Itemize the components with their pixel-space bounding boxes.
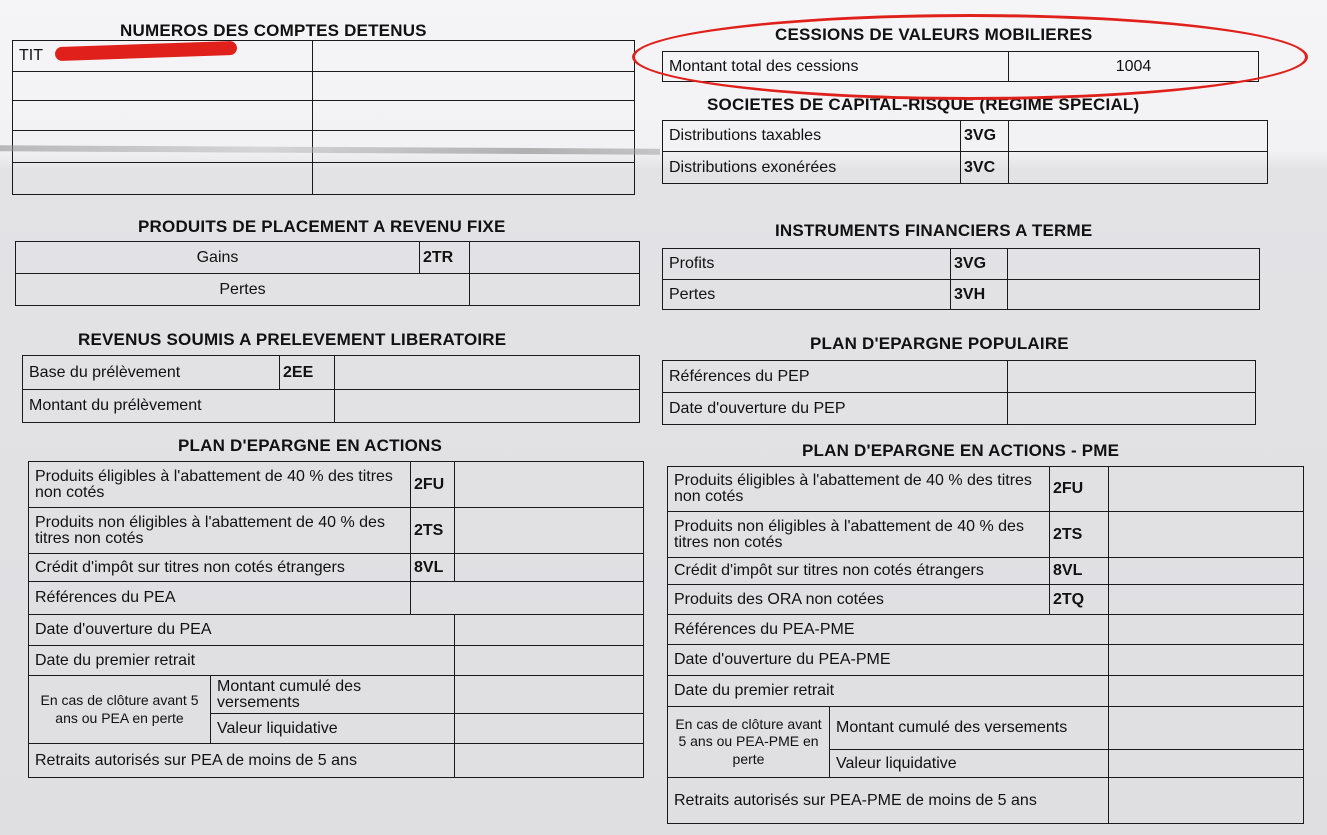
instruments-code: 3VG xyxy=(951,249,1008,280)
pea-pme-label: Produits éligibles à l'abattement de 40 % des titres non cotés xyxy=(668,467,1050,512)
pea-title: PLAN D'EPARGNE EN ACTIONS xyxy=(178,436,443,455)
pea-pme-label: Date du premier retrait xyxy=(668,676,1109,707)
pea-pme-label: Date d'ouverture du PEA-PME xyxy=(668,645,1109,676)
pea-value[interactable] xyxy=(455,676,644,714)
pea-pme-value[interactable] xyxy=(1109,615,1304,645)
pea-pme-table xyxy=(667,466,1304,824)
instruments-label: Pertes xyxy=(663,280,951,310)
instruments-code: 3VH xyxy=(951,280,1008,310)
instruments-table xyxy=(662,248,1260,310)
pea-retraits-label: Retraits autorisés sur PEA de moins de 5 ans xyxy=(29,744,455,778)
pea-value[interactable] xyxy=(455,714,644,744)
revenu-fixe-value[interactable] xyxy=(470,274,640,306)
revenu-fixe-value[interactable] xyxy=(470,242,640,274)
capital-risque-value[interactable] xyxy=(1009,152,1268,184)
pea-value[interactable] xyxy=(455,615,644,646)
capital-risque-code: 3VG xyxy=(961,121,1009,152)
pea-code: 2FU xyxy=(411,462,455,508)
pep-label: Références du PEP xyxy=(663,361,1008,393)
compte-cell-4[interactable] xyxy=(313,72,635,101)
pea-pme-cloture-label: En cas de clôture avant 5 ans ou PEA-PME en perte xyxy=(668,707,830,778)
pea-montant-label: Montant cumulé des versements xyxy=(211,676,455,714)
pea-value[interactable] xyxy=(455,462,644,508)
cessions-title: CESSIONS DE VALEURS MOBILIERES xyxy=(775,25,1093,44)
pea-value[interactable] xyxy=(455,554,644,582)
compte-cell-6[interactable] xyxy=(313,101,635,131)
pea-pme-montant-label: Montant cumulé des versements xyxy=(830,707,1109,750)
pea-pme-value[interactable] xyxy=(1109,645,1304,676)
pea-pme-title: PLAN D'EPARGNE EN ACTIONS - PME xyxy=(802,441,1120,460)
pea-cloture-label: En cas de clôture avant 5 ans ou PEA en perte xyxy=(29,676,211,744)
prelevement-code: 2EE xyxy=(280,356,335,390)
pea-pme-code: 2FU xyxy=(1050,467,1109,512)
pea-pme-value[interactable] xyxy=(1109,467,1304,512)
pea-pme-value[interactable] xyxy=(1109,778,1304,824)
capital-risque-label: Distributions exonérées xyxy=(663,152,961,184)
pep-value[interactable] xyxy=(1008,361,1256,393)
revenu-fixe-label: Gains xyxy=(16,242,420,274)
revenu-fixe-label: Pertes xyxy=(16,274,470,306)
pea-valeur-label: Valeur liquidative xyxy=(211,714,455,744)
pea-value[interactable] xyxy=(411,582,644,615)
pea-pme-value[interactable] xyxy=(1109,750,1304,778)
pea-pme-code: 8VL xyxy=(1050,558,1109,585)
instruments-value[interactable] xyxy=(1008,249,1260,280)
revenu-fixe-title: PRODUITS DE PLACEMENT A REVENU FIXE xyxy=(138,217,506,236)
prelevement-table xyxy=(22,355,640,423)
pep-label: Date d'ouverture du PEP xyxy=(663,393,1008,425)
pea-pme-value[interactable] xyxy=(1109,512,1304,558)
prelevement-value[interactable] xyxy=(335,390,640,423)
pea-pme-code: 2TS xyxy=(1050,512,1109,558)
compte-cell-2[interactable] xyxy=(313,41,635,72)
compte-cell-3[interactable] xyxy=(13,72,313,101)
prelevement-title: REVENUS SOUMIS A PRELEVEMENT LIBERATOIRE xyxy=(78,330,507,349)
pea-label: Produits éligibles à l'abattement de 40 % des titres non cotés xyxy=(29,462,411,508)
pea-label: Date du premier retrait xyxy=(29,646,455,676)
capital-risque-value[interactable] xyxy=(1009,121,1268,152)
capital-risque-table xyxy=(662,120,1268,184)
pea-code: 2TS xyxy=(411,508,455,554)
pea-pme-label: Références du PEA-PME xyxy=(668,615,1109,645)
pea-pme-label: Produits non éligibles à l'abattement de 40 % des titres non cotés xyxy=(668,512,1050,558)
comptes-table xyxy=(12,40,635,195)
prelevement-label: Base du prélèvement xyxy=(23,356,280,390)
compte-cell-1[interactable]: TIT xyxy=(13,41,313,72)
pea-value[interactable] xyxy=(455,646,644,676)
instruments-label: Profits xyxy=(663,249,951,280)
pea-label: Crédit d'impôt sur titres non cotés étrangers xyxy=(29,554,411,582)
compte-cell-9[interactable] xyxy=(13,163,313,195)
pea-pme-valeur-label: Valeur liquidative xyxy=(830,750,1109,778)
cessions-table xyxy=(662,51,1259,82)
pea-table xyxy=(28,461,644,778)
pea-label: Références du PEA xyxy=(29,582,411,615)
capital-risque-label: Distributions taxables xyxy=(663,121,961,152)
capital-risque-title: SOCIETES DE CAPITAL-RISQUE (REGIME SPECIAL) xyxy=(707,95,1140,114)
pea-pme-value[interactable] xyxy=(1109,558,1304,585)
pea-pme-value[interactable] xyxy=(1109,585,1304,615)
comptes-title: NUMEROS DES COMPTES DETENUS xyxy=(120,21,427,40)
pea-pme-retraits-label: Retraits autorisés sur PEA-PME de moins de 5 ans xyxy=(668,778,1109,824)
cessions-value[interactable]: 1004 xyxy=(1009,52,1259,82)
cessions-label: Montant total des cessions xyxy=(663,52,1009,82)
instruments-value[interactable] xyxy=(1008,280,1260,310)
pea-pme-label: Crédit d'impôt sur titres non cotés étrangers xyxy=(668,558,1050,585)
revenu-fixe-code: 2TR xyxy=(420,242,470,274)
pea-pme-value[interactable] xyxy=(1109,676,1304,707)
pea-pme-value[interactable] xyxy=(1109,707,1304,750)
pea-value[interactable] xyxy=(455,744,644,778)
pea-code: 8VL xyxy=(411,554,455,582)
pep-value[interactable] xyxy=(1008,393,1256,425)
pea-pme-label: Produits des ORA non cotées xyxy=(668,585,1050,615)
instruments-title: INSTRUMENTS FINANCIERS A TERME xyxy=(775,221,1093,240)
prelevement-value[interactable] xyxy=(335,356,640,390)
capital-risque-code: 3VC xyxy=(961,152,1009,184)
pea-value[interactable] xyxy=(455,508,644,554)
compte-cell-10[interactable] xyxy=(313,163,635,195)
revenu-fixe-table xyxy=(15,241,640,306)
pep-title: PLAN D'EPARGNE POPULAIRE xyxy=(810,334,1069,353)
compte-cell-5[interactable] xyxy=(13,101,313,131)
pea-label: Produits non éligibles à l'abattement de 40 % des titres non cotés xyxy=(29,508,411,554)
pep-table xyxy=(662,360,1256,425)
pea-label: Date d'ouverture du PEA xyxy=(29,615,455,646)
prelevement-label: Montant du prélèvement xyxy=(23,390,335,423)
pea-pme-code: 2TQ xyxy=(1050,585,1109,615)
